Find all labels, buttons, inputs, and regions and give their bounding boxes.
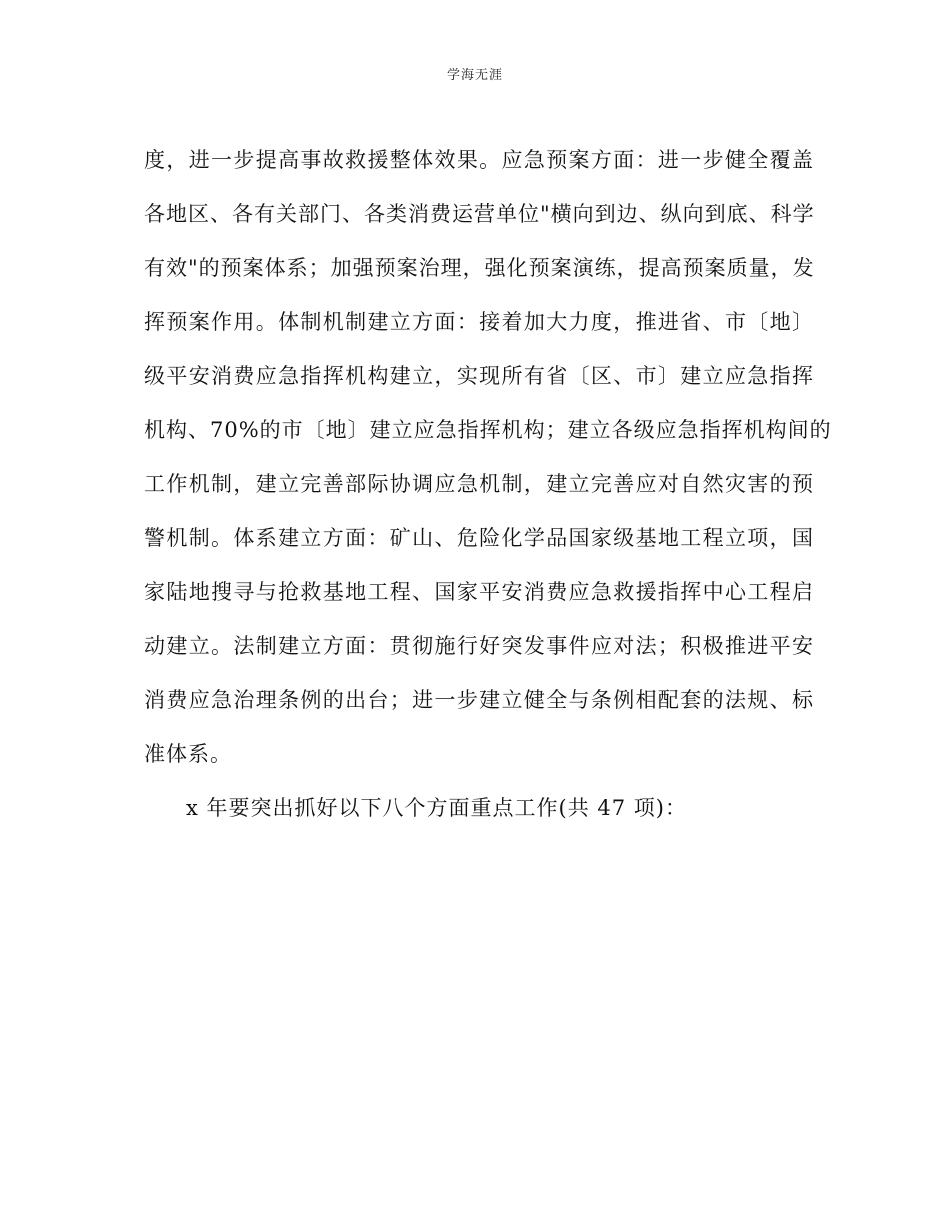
- paragraph-line: 机构、70%的市〔地〕建立应急指挥机构；建立各级应急指挥机构间的: [144, 418, 832, 442]
- paragraph-line: 挥预案作用。体制机制建立方面：接着加大力度，推进省、市〔地〕: [144, 310, 814, 334]
- page-header: 学海无涯: [446, 68, 503, 83]
- paragraph-line: 工作机制，建立完善部际协调应急机制，建立完善应对自然灾害的预: [144, 472, 814, 496]
- section-intro-line: x 年要突出抓好以下八个方面重点工作(共 47 项)：: [186, 796, 687, 820]
- paragraph-last-line: 准体系。: [144, 742, 232, 766]
- paragraph-line: 各地区、各有关部门、各类消费运营单位"横向到边、纵向到底、科学: [144, 202, 815, 226]
- paragraph-line: 级平安消费应急指挥机构建立，实现所有省〔区、市〕建立应急指挥: [144, 364, 814, 388]
- paragraph-line: 消费应急治理条例的出台；进一步建立健全与条例相配套的法规、标: [144, 688, 814, 712]
- paragraph-line: 有效"的预案体系；加强预案治理，强化预案演练，提高预案质量，发: [144, 256, 815, 280]
- paragraph-line: 家陆地搜寻与抢救基地工程、国家平安消费应急救援指挥中心工程启: [144, 580, 814, 604]
- paragraph-line: 动建立。法制建立方面：贯彻施行好突发事件应对法；积极推进平安: [144, 634, 814, 658]
- paragraph-line: 警机制。体系建立方面：矿山、危险化学品国家级基地工程立项，国: [144, 526, 814, 550]
- paragraph-line: 度，进一步提高事故救援整体效果。应急预案方面：进一步健全覆盖: [144, 148, 814, 172]
- document-body: [144, 133, 832, 835]
